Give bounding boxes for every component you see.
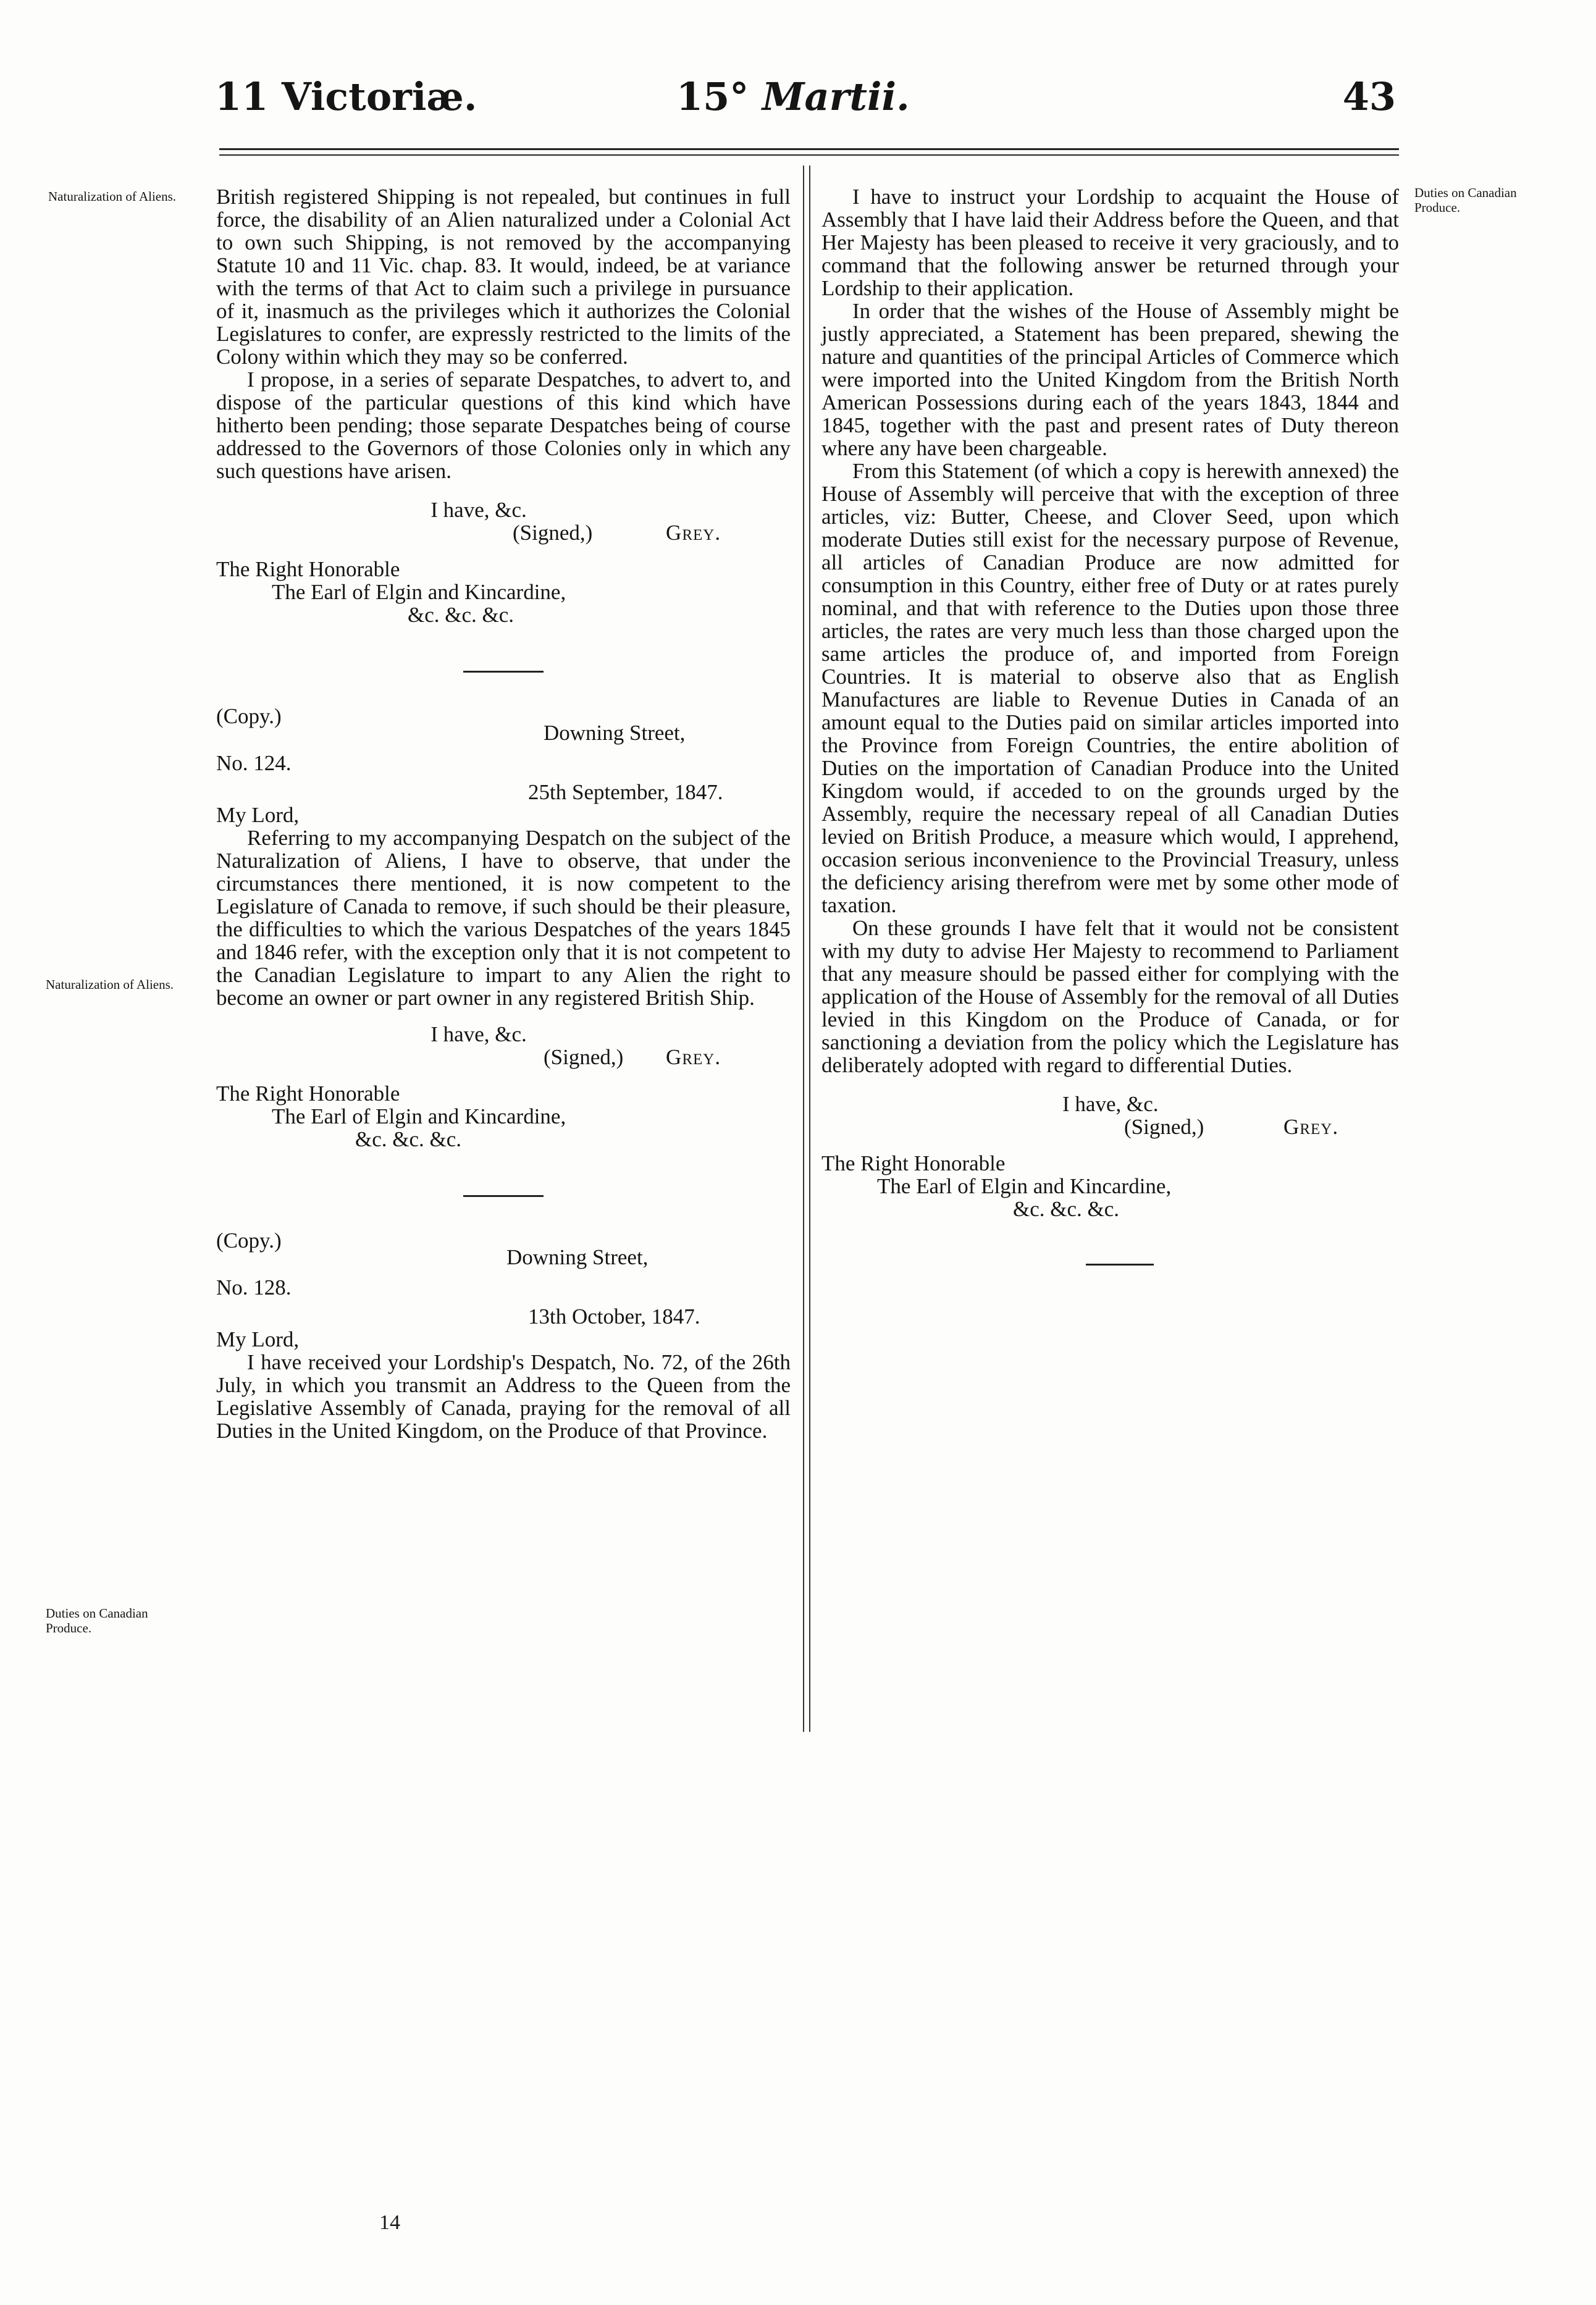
column-divider-right bbox=[809, 166, 810, 1732]
addressee-line-3: &c. &c. &c. bbox=[408, 603, 514, 627]
closing-signature bbox=[821, 1115, 1399, 1138]
header-date-month: Martii. bbox=[762, 74, 910, 119]
paragraph: I have to instruct your Lordship to acquaint the House of Assembly that I have laid their Address before the Queen, and that Her Majesty has been pleased to receive it very graciously, and to command that the following answer be returned through your Lordship to their application. bbox=[821, 185, 1399, 300]
section-divider bbox=[463, 1195, 544, 1197]
closing-i-have: I have, &c. bbox=[1062, 1092, 1159, 1116]
signatory-name: Grey. bbox=[666, 1045, 721, 1069]
paragraph: I have received your Lordship's Despatch, No. 72, of the 26th July, in which you transmit an Address to the Queen from the Legislative Assembly of Canada, praying for the removal of all Duties in the United Kingdom, on the Produce of that Province. bbox=[216, 1350, 791, 1443]
despatch-number: No. 128. bbox=[216, 1275, 292, 1299]
despatch-number: No. 124. bbox=[216, 751, 292, 775]
signatory-name: Grey. bbox=[666, 521, 721, 545]
closing-signature bbox=[216, 521, 791, 544]
right-column bbox=[821, 185, 1399, 1298]
signed-label: (Signed,) bbox=[1124, 1115, 1204, 1139]
addressee-line-1: The Right Honorable bbox=[821, 1151, 1006, 1175]
section-divider bbox=[463, 671, 544, 673]
salutation: My Lord, bbox=[216, 1327, 300, 1351]
header-page-number: 43 bbox=[1342, 74, 1396, 119]
signed-label: (Signed,) bbox=[513, 521, 593, 545]
signature-mark: 14 bbox=[379, 2211, 400, 2234]
closing-signature bbox=[216, 1046, 791, 1069]
paragraph: From this Statement (of which a copy is herewith annexed) the House of Assembly will perceive that with the exception of three articles, viz: Butter, Cheese, and Clover Seed, upon which moderate Duties still exist for the necessary purpose of Revenue, all articles of Canadian Produce are now admitted for consumption in this Country, either free of Duty or at rates purely nominal, and that with reference to the Duties upon those three articles, the rates are very much less than those charged upon the same articles the produce of, and imported from Foreign Countries. It is material to observe also that as English Manufactures are liable to Revenue Duties in Canada of an amount equal to the Duties paid on similar articles imported into the Province from Foreign Countries, the entire abolition of Duties on the importation of Canadian Produce into the United Kingdom would, if acceded to on the grounds urged by the Assembly, require the necessary repeal of all Canadian Duties levied on British Produce, a measure which would, I apprehend, occasion serious inconvenience to the Provincial Treasury, unless the deficiency arising therefrom were met by some other mode of taxation. bbox=[821, 459, 1399, 917]
margin-note-duties-left: Duties on Canadian Produce. bbox=[46, 1606, 148, 1635]
header-date-number: 15° bbox=[676, 74, 749, 119]
copy-label: (Copy.) bbox=[216, 1228, 282, 1253]
addressee-line-2: The Earl of Elgin and Kincardine, bbox=[877, 1174, 1172, 1198]
section-divider bbox=[1086, 1264, 1154, 1266]
header-regnal-year: 11 Victoriæ. bbox=[215, 74, 477, 119]
addressee-line-1: The Right Honorable bbox=[216, 1081, 400, 1106]
margin-note-duties-right: Duties on Canadian Produce. bbox=[1414, 185, 1517, 215]
dateline-street: Downing Street, bbox=[506, 1245, 649, 1269]
dateline-street: Downing Street, bbox=[544, 721, 686, 745]
addressee-line-2: The Earl of Elgin and Kincardine, bbox=[272, 1104, 566, 1128]
header-rule-top bbox=[219, 148, 1399, 150]
left-column bbox=[216, 185, 791, 1442]
addressee-line-1: The Right Honorable bbox=[216, 557, 400, 581]
margin-note-naturalization-1: Naturalization of Aliens. bbox=[48, 189, 177, 204]
paragraph: British registered Shipping is not repealed, but continues in full force, the disability of an Alien naturalized under a Colonial Act to own such Shipping, is not removed by the accompanying Statute 10 and 11 Vic. chap. 83. It would, indeed, be at variance with the terms of that Act to claim such a privilege in pursuance of it, inasmuch as the privileges which it authorizes the Colonial Legislatures to confer, are expressly restricted to the limits of the Colony within which they may so be conferred. bbox=[216, 185, 791, 369]
closing-i-have: I have, &c. bbox=[430, 1022, 527, 1046]
addressee-line-3: &c. &c. &c. bbox=[1013, 1197, 1120, 1221]
header-date bbox=[676, 74, 910, 119]
addressee-line-2: The Earl of Elgin and Kincardine, bbox=[272, 580, 566, 604]
column-divider-left bbox=[803, 166, 804, 1732]
salutation: My Lord, bbox=[216, 803, 300, 827]
margin-note-naturalization-2: Naturalization of Aliens. bbox=[46, 977, 174, 992]
addressee-line-3: &c. &c. &c. bbox=[355, 1127, 462, 1151]
copy-label: (Copy.) bbox=[216, 704, 282, 728]
page-header bbox=[210, 74, 1396, 133]
header-rule-bottom bbox=[219, 154, 1399, 156]
dateline-date: 25th September, 1847. bbox=[528, 780, 723, 804]
paragraph: On these grounds I have felt that it would not be consistent with my duty to advise Her Majesty to recommend to Parliament that any measure should be passed either for complying with the application of the House of Assembly for the removal of all Duties levied in this Kingdom on the Produce of Canada, or for sanctioning a deviation from the policy which the Legislature has deliberately adopted with regard to differential Duties. bbox=[821, 916, 1399, 1077]
closing-i-have: I have, &c. bbox=[430, 498, 527, 522]
dateline-date: 13th October, 1847. bbox=[528, 1304, 700, 1329]
paragraph: In order that the wishes of the House of Assembly might be justly appreciated, a Statement has been prepared, shewing the nature and quantities of the principal Articles of Commerce which were imported into the United Kingdom from the British North American Possessions during each of the years 1843, 1844 and 1845, together with the past and present rates of Duty thereon where any have been chargeable. bbox=[821, 299, 1399, 460]
paragraph: Referring to my accompanying Despatch on the subject of the Naturalization of Aliens, I have to observe, that under the circumstances there mentioned, it is now competent to the Legislature of Canada to remove, if such should be their pleasure, the difficulties to which the various Despatches of the years 1845 and 1846 refer, with the exception only that it is not competent to the Canadian Legislature to impart to any Alien the right to become an owner or part owner in any registered British Ship. bbox=[216, 826, 791, 1010]
paragraph: I propose, in a series of separate Despatches, to advert to, and dispose of the particular questions of this kind which have hitherto been pending; those separate Despatches being of course addressed to the Governors of those Colonies only in which any such questions have arisen. bbox=[216, 367, 791, 483]
signed-label: (Signed,) bbox=[544, 1045, 624, 1069]
signatory-name: Grey. bbox=[1283, 1115, 1339, 1139]
